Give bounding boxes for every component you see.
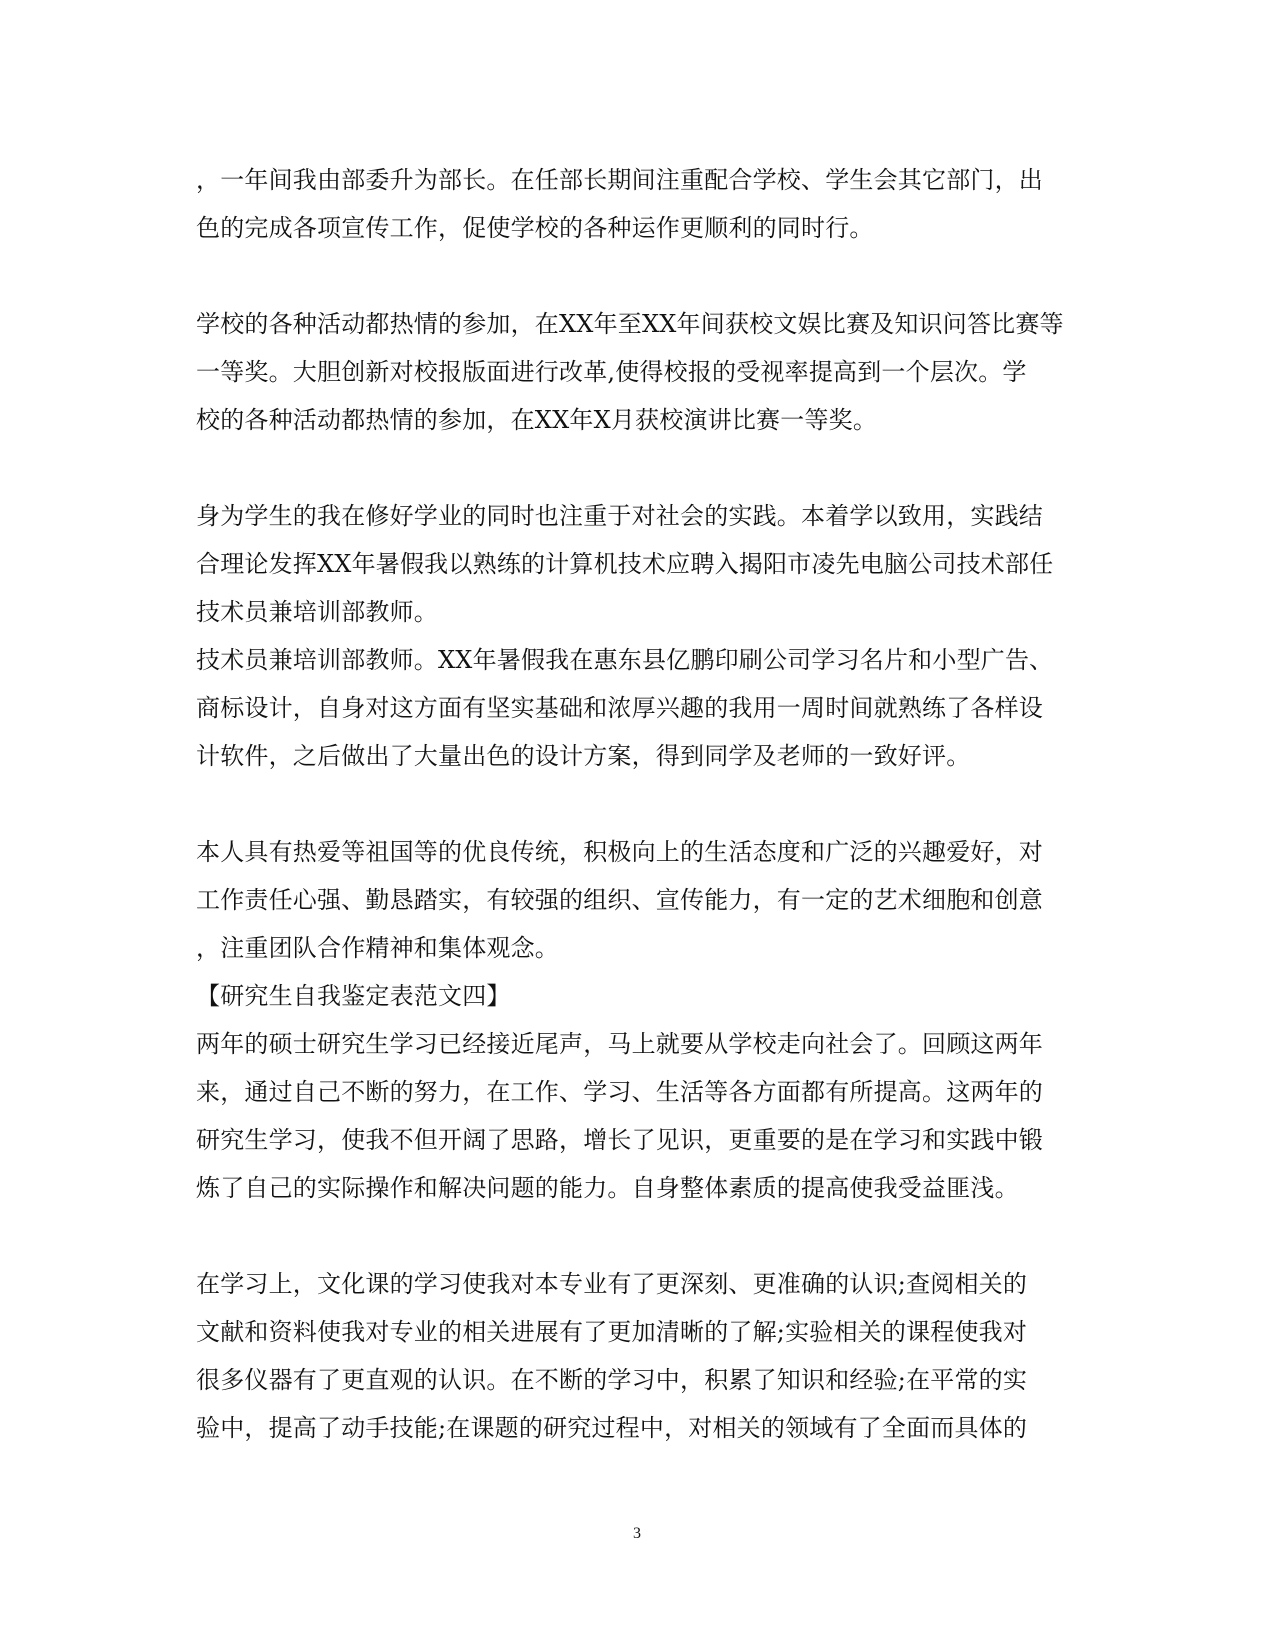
text-line: 两年的硕士研究生学习已经接近尾声，马上就要从学校走向社会了。回顾这两年 [196, 1030, 1043, 1058]
paragraph-gap [196, 780, 1074, 828]
text-line: 合理论发挥XX年暑假我以熟练的计算机技术应聘入揭阳市凌先电脑公司技术部任 [196, 550, 1054, 578]
text-line: 来，通过自己不断的努力，在工作、学习、生活等各方面都有所提高。这两年的 [196, 1078, 1043, 1106]
text-line: 色的完成各项宣传工作，促使学校的各种运作更顺利的同时行。 [196, 214, 874, 242]
text-line: 技术员兼培训部教师。XX年暑假我在惠东县亿鹏印刷公司学习名片和小型广告、 [196, 646, 1054, 674]
text-line: 商标设计，自身对这方面有坚实基础和浓厚兴趣的我用一周时间就熟练了各样设 [196, 694, 1043, 722]
text-line: 学校的各种活动都热情的参加，在XX年至XX年间获校文娱比赛及知识问答比赛等 [196, 310, 1064, 338]
text-line: 本人具有热爱等祖国等的优良传统，积极向上的生活态度和广泛的兴趣爱好，对 [196, 838, 1043, 866]
document-body [196, 156, 1074, 1452]
text-line: 技术员兼培训部教师。 [196, 598, 438, 626]
paragraph-gap [196, 252, 1074, 300]
text-line: 身为学生的我在修好学业的同时也注重于对社会的实践。本着学以致用，实践结 [196, 502, 1043, 530]
section-heading: 【研究生自我鉴定表范文四】 [196, 982, 511, 1010]
text-line: 在学习上，文化课的学习使我对本专业有了更深刻、更准确的认识;查阅相关的 [196, 1270, 1028, 1298]
text-line: 文献和资料使我对专业的相关进展有了更加清晰的了解;实验相关的课程使我对 [196, 1318, 1028, 1346]
text-line: 工作责任心强、勤恳踏实，有较强的组织、宣传能力，有一定的艺术细胞和创意 [196, 886, 1043, 914]
text-line: 验中，提高了动手技能;在课题的研究过程中，对相关的领域有了全面而具体的 [196, 1414, 1028, 1442]
text-line: ，注重团队合作精神和集体观念。 [196, 934, 559, 962]
text-line: 很多仪器有了更直观的认识。在不断的学习中，积累了知识和经验;在平常的实 [196, 1366, 1028, 1394]
paragraph-gap [196, 444, 1074, 492]
text-line: ，一年间我由部委升为部长。在任部长期间注重配合学校、学生会其它部门，出 [196, 166, 1043, 194]
paragraph-gap [196, 1212, 1074, 1260]
text-line: 炼了自己的实际操作和解决问题的能力。自身整体素质的提高使我受益匪浅。 [196, 1174, 1019, 1202]
text-line: 校的各种活动都热情的参加，在XX年X月获校演讲比赛一等奖。 [196, 406, 878, 434]
text-line: 一等奖。大胆创新对校报版面进行改革,使得校报的受视率提高到一个层次。学 [196, 358, 1027, 386]
text-line: 计软件，之后做出了大量出色的设计方案，得到同学及老师的一致好评。 [196, 742, 971, 770]
text-line: 研究生学习，使我不但开阔了思路，增长了见识，更重要的是在学习和实践中锻 [196, 1126, 1043, 1154]
page-number: 3 [633, 1525, 641, 1542]
